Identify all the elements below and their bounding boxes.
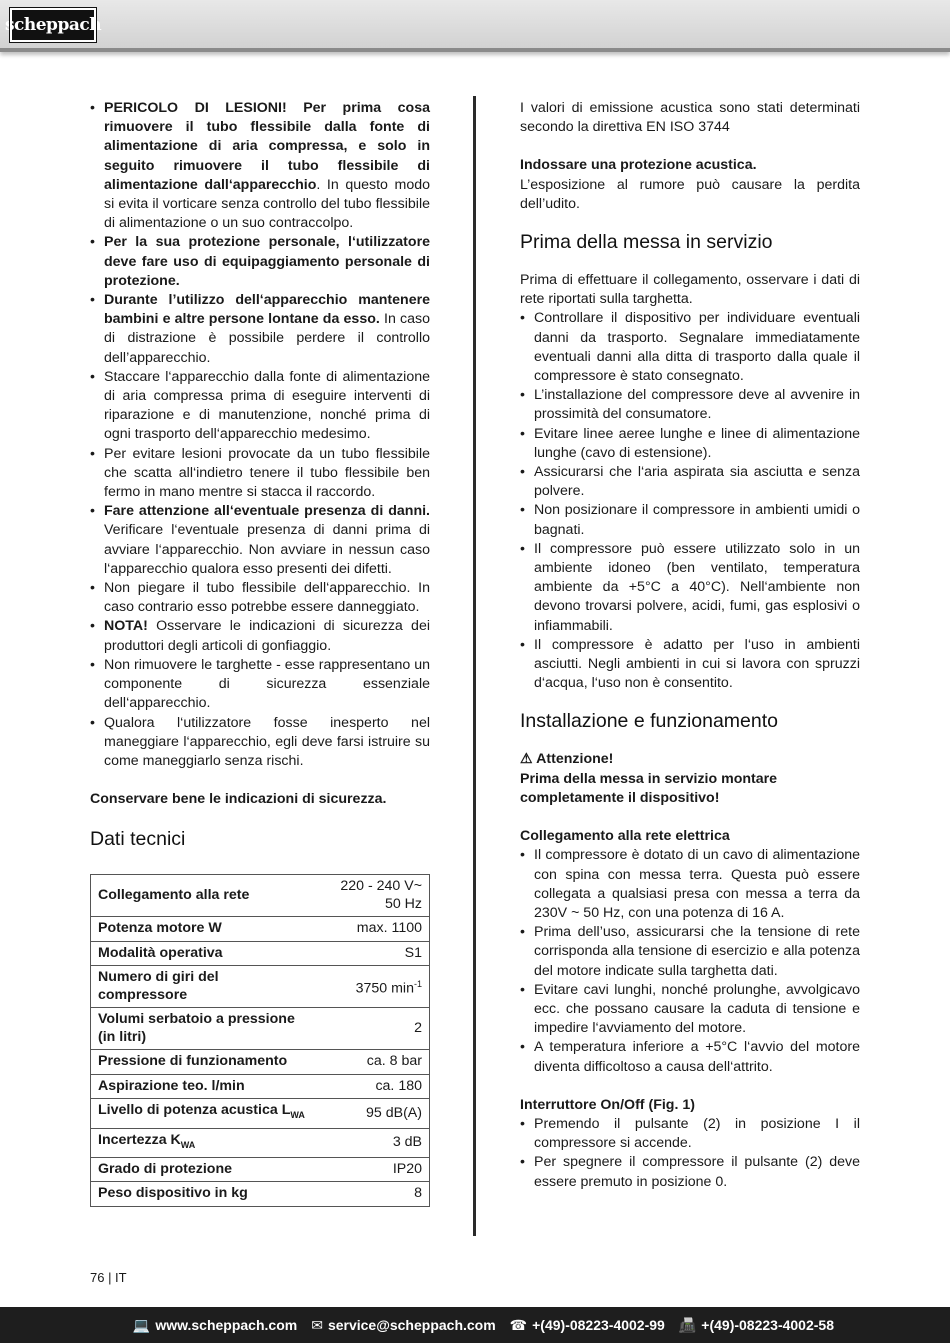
spec-value: ca. 180 xyxy=(315,1074,430,1099)
phone-icon: ☎ xyxy=(509,1316,528,1333)
spec-value: 220 - 240 V~ 50 Hz xyxy=(315,875,430,917)
bullet-text: Non rimuovere le targhette - esse rappresentano un componente di sicurezza essenziale dell‘apparecchio. xyxy=(104,656,430,712)
spec-key: Numero di giri del compressore xyxy=(91,966,316,1008)
prima-intro: Prima di effettuare il collegamento, osservare i dati di rete riportati sulla targhetta. xyxy=(520,272,860,308)
table-row xyxy=(91,1182,430,1207)
spec-value: S1 xyxy=(315,941,430,966)
spec-key: Collegamento alla rete xyxy=(91,875,316,917)
list-item xyxy=(90,99,430,233)
bullet-text: Non piegare il tubo flessibile dell‘apparecchio. In caso contrario esso potrebbe essere danneggiato. xyxy=(104,580,430,616)
list-item: • Per spegnere il compressore il pulsante (2) deve essere premuto in posizione 0. xyxy=(520,1153,860,1191)
bullet-bold: Durante l’utilizzo dell‘apparecchio mantenere bambini e altre persone lontane da esso. xyxy=(104,292,430,328)
spec-value: 95 dB(A) xyxy=(315,1099,430,1128)
computer-icon: 💻 xyxy=(132,1316,151,1333)
list-item xyxy=(90,502,430,579)
warning-title: ⚠ Attenzione! xyxy=(520,751,614,768)
bullet-bold: NOTA! xyxy=(104,618,148,635)
hearing-title: Indossare una protezione acustica. xyxy=(520,157,757,174)
elec-list xyxy=(520,846,860,1076)
spec-key: Potenza motore W xyxy=(91,917,316,942)
spec-key: Grado di protezione xyxy=(91,1157,316,1182)
spec-key: Pressione di funzionamento xyxy=(91,1050,316,1075)
table-row xyxy=(91,1099,430,1128)
table-row xyxy=(91,1157,430,1182)
spec-value: 3750 $\min^{-1}$ xyxy=(315,966,430,1008)
spec-key: Livello di potenza acustica $L_{WA}$ xyxy=(91,1099,316,1128)
warning-icon: ⚠ xyxy=(520,751,533,768)
table-row xyxy=(91,941,430,966)
footer-contact-text: +(49)-08223-4002-99 xyxy=(532,1317,665,1333)
page-header xyxy=(0,0,950,52)
list-item: • Controllare il dispositivo per individuare eventuali danni da trasporto. Segnalare immediatamente eventuali danni alla ditta di trasporto dalla quale il compressore è stato consegnato. xyxy=(520,309,860,386)
table-row xyxy=(91,1128,430,1157)
bullet-text: Staccare l‘apparecchio dalla fonte di alimentazione di aria compressa prima di eseguire interventi di riparazione e di manutenzione, nonché prima di ogni trasporto dell‘apparecchio medesimo. xyxy=(104,368,430,443)
fax-icon: 📠 xyxy=(678,1316,697,1333)
list-item xyxy=(90,656,430,714)
install-heading: Installazione e funzionamento xyxy=(520,710,779,733)
bullet-bold: PERICOLO DI LESIONI! Per prima cosa rimuovere il tubo flessibile dalla fonte di alimentazione di aria compressa, e solo in seguito rimuovere il tubo flessibile di alimentazione dall‘apparecchio xyxy=(104,100,430,193)
left-column xyxy=(90,99,430,1207)
list-item: • Assicurarsi che l‘aria aspirata sia asciutta e senza polvere. xyxy=(520,463,860,501)
list-item xyxy=(90,579,430,617)
footer-contact xyxy=(679,1317,834,1334)
bullet-text: Per evitare lesioni provocate da un tubo flessibile che scatta all‘indietro tenere il tubo flessibile ben fermo in mano mentre si stacca il raccordo. xyxy=(104,445,430,501)
warning-text: Prima della messa in servizio montare completamente il dispositivo! xyxy=(520,770,778,806)
hearing-text: L’esposizione al rumore può causare la perdita dell’udito. xyxy=(520,176,860,212)
emission-text: I valori di emissione acustica sono stati determinati secondo la direttiva EN ISO 3744 xyxy=(520,100,860,136)
table-row xyxy=(91,875,430,917)
bullet-bold: Fare attenzione all‘eventuale presenza di danni. xyxy=(104,503,430,520)
spec-key: Incertezza $K_{WA}$ xyxy=(91,1128,316,1157)
list-item xyxy=(90,617,430,655)
spec-key-sub: WA xyxy=(180,1139,196,1150)
list-item xyxy=(90,233,430,291)
bullet-text: . In questo modo si evita il vorticare senza controllo del tubo flessibile di alimentazione o un suo contraccolpo. xyxy=(104,176,430,232)
spec-key: Peso dispositivo in kg xyxy=(91,1182,316,1207)
conserve-note: Conservare bene le indicazioni di sicurezza. xyxy=(90,791,387,808)
list-item: • Premendo il pulsante (2) in posizione I il compressore si accende. xyxy=(520,1115,860,1153)
list-item xyxy=(90,291,430,368)
list-item xyxy=(90,368,430,445)
bullet-text: Qualora l‘utilizzatore fosse inesperto nel maneggiare l‘apparecchio, egli deve farsi istruire su come maneggiarlo senza rischi. xyxy=(104,714,430,769)
list-item: • A temperatura inferiore a +5°C l‘avvio del motore diventa difficoltoso a causa dell‘attrito. xyxy=(520,1038,860,1076)
spec-value: 2 xyxy=(315,1008,430,1050)
safety-list xyxy=(90,99,430,771)
footer-contact-text: +(49)-08223-4002-58 xyxy=(701,1317,834,1333)
bullet-text: In caso di distrazione è possibile perdere il controllo dell’apparecchio. xyxy=(104,311,430,366)
spec-key-sub: WA xyxy=(290,1110,305,1121)
list-item: • Il compressore può essere utilizzato solo in un ambiente idoneo (ben ventilato, temperatura ambiente da +5°C a 40°C). Nell‘ambiente non devono trovarsi polvere, acidi, fumi, gas esplosivi o infiammabili. xyxy=(520,540,860,636)
bullet-text: Osservare le indicazioni di sicurezza dei produttori degli articoli di gonfiaggio. xyxy=(104,618,430,654)
switch-list xyxy=(520,1115,860,1192)
list-item: • Il compressore è dotato di un cavo di alimentazione con spina con messa terra. Questa può essere collegata a qualsiasi presa con messa a terra da 230V ~ 50 Hz, con una potenza di 16 A. xyxy=(520,846,860,923)
column-divider xyxy=(473,96,476,1236)
page-footer xyxy=(0,1307,950,1343)
tech-data-table xyxy=(90,874,430,1207)
switch-heading: Interruttore On/Off (Fig. 1) xyxy=(520,1096,695,1113)
list-item: • Prima dell’uso, assicurarsi che la tensione di rete corrisponda alla tensione di esercizio e alla potenza del motore indicate sulla targhetta dati. xyxy=(520,923,860,981)
footer-contact xyxy=(510,1317,665,1334)
bullet-text: Verificare l‘eventuale presenza di danni prima di avviare l‘apparecchio. Non avviare in nessun caso l‘apparecchio qualora esso presenti dei difetti. xyxy=(104,522,430,577)
spec-key: Modalità operativa xyxy=(91,941,316,966)
list-item: • Evitare cavi lunghi, nonché prolunghe, avvolgicavo ecc. che possano causare la caduta di tensione e impedire l‘avviamento del motore. xyxy=(520,981,860,1039)
table-row xyxy=(91,917,430,942)
spec-key: Volumi serbatoio a pressione (in litri) xyxy=(91,1008,316,1050)
list-item: • Evitare linee aeree lunghe e linee di alimentazione lunghe (cavo di estensione). xyxy=(520,425,860,463)
footer-contact xyxy=(311,1317,495,1334)
mail-icon: ✉ xyxy=(311,1316,323,1333)
footer-contact xyxy=(133,1317,297,1334)
list-item: • Il compressore è adatto per l‘uso in ambienti asciutti. Negli ambienti in cui si lavora con spruzzi d‘acqua, l‘uso non è consentito. xyxy=(520,636,860,694)
list-item: • Non posizionare il compressore in ambienti umidi o bagnati. xyxy=(520,501,860,539)
footer-contact-text: service@scheppach.com xyxy=(327,1317,496,1333)
spec-value: IP20 xyxy=(315,1157,430,1182)
prima-list xyxy=(520,309,860,693)
page-number: 76 | IT xyxy=(90,1270,127,1285)
spec-value: ca. 8 bar xyxy=(315,1050,430,1075)
spec-value-sup: -1 xyxy=(413,978,422,989)
table-row xyxy=(91,1050,430,1075)
list-item: • L’installazione del compressore deve al avvenire in prossimità del consumatore. xyxy=(520,386,860,424)
table-row xyxy=(91,1008,430,1050)
right-column xyxy=(520,99,860,1192)
spec-value: 8 xyxy=(315,1182,430,1207)
prima-heading: Prima della messa in servizio xyxy=(520,231,773,254)
scheppach-logo: scheppach xyxy=(10,8,96,42)
spec-key: Aspirazione teo. l/min xyxy=(91,1074,316,1099)
bullet-bold: Per la sua protezione personale, l‘utilizzatore deve fare uso di equipaggiamento personale di protezione. xyxy=(104,234,430,289)
table-row xyxy=(91,966,430,1008)
spec-value: 3 dB xyxy=(315,1128,430,1157)
tech-data-heading: Dati tecnici xyxy=(90,828,186,851)
table-row xyxy=(91,1074,430,1099)
elec-heading: Collegamento alla rete elettrica xyxy=(520,828,730,845)
footer-contact-text: www.scheppach.com xyxy=(155,1317,298,1333)
list-item xyxy=(90,445,430,503)
spec-value: max. 1100 xyxy=(315,917,430,942)
list-item xyxy=(90,714,430,772)
